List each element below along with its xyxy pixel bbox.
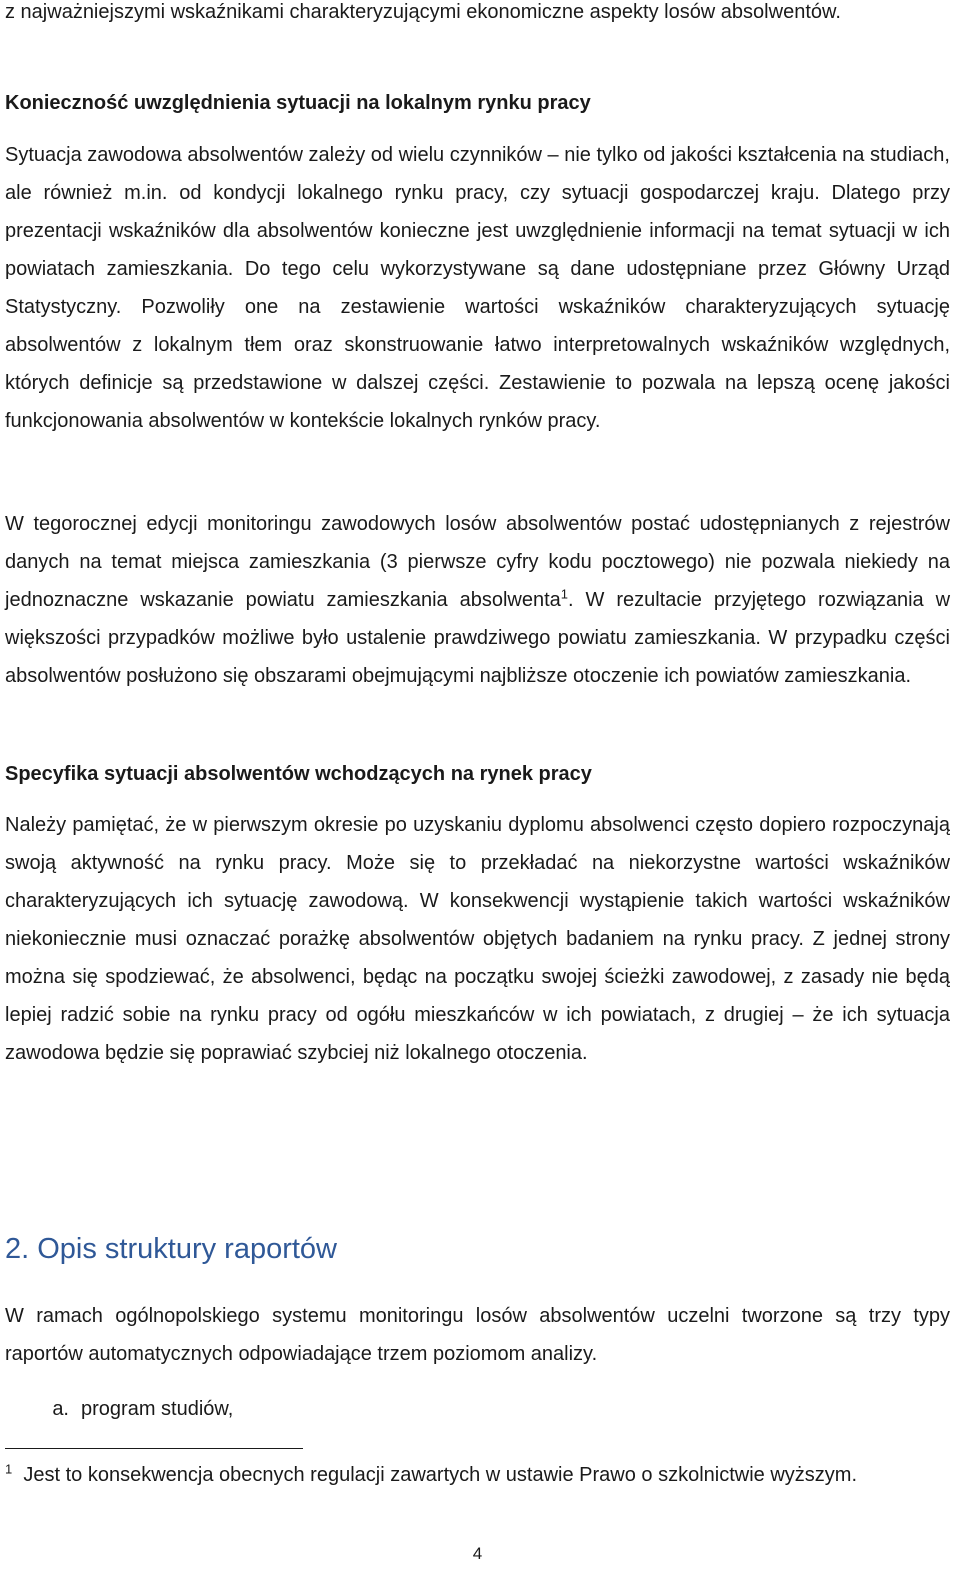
paragraph-residence-data-part1: W tegorocznej edycji monitoringu zawodowych losów absolwentów postać udostępnianych z rejestrów danych na temat miejsca zamieszkania (3 pierwsze cyfry kodu pocztowego) nie pozwala niekiedy na jednoznaczne wskazanie powiatu zamieszkania absolwenta [5, 513, 950, 611]
paragraph-residence-data-part2: . W rezultacie przyjętego rozwiązania w większości przypadków możliwe było ustalenie prawdziwego powiatu zamieszkania. W przypadku części absolwentów posłużono się obszarami obejmującymi najbliższe otoczenie ich powiatów zamieszkania. [5, 589, 951, 687]
paragraph-local-labor-market: Sytuacja zawodowa absolwentów zależy od wielu czynników – nie tylko od jakości kształcenia na studiach, ale również m.in. od kondycji lokalnego rynku pracy, czy sytuacji gospodarczej kraju. Dlatego przy prezentacji wskaźników dla absolwentów konieczne jest uwzględnienie informacji na temat sytuacji w ich powiatach zamieszkania. Do tego celu wykorzystywane są dane udostępniane przez Główny Urząd Statystyczny. Pozwoliły one na zestawienie wartości wskaźników charakteryzujących sytuację absolwentów z lokalnym tłem oraz skonstruowanie łatwo interpretowalnych wskaźników względnych, których definicje są przedstawione w dalszej części. Zestawienie to pozwala na lepszą ocenę jakości funkcjonowania absolwentów w kontekście lokalnych rynków pracy. [5, 144, 950, 432]
footnote [5, 1459, 950, 1491]
section-title: 2. Opis struktury raportów [5, 1233, 337, 1265]
footnote-reference[interactable]: 1 [560, 586, 569, 602]
heading-graduates-specifics: Specyfika sytuacji absolwentów wchodzących na rynek pracy [5, 763, 592, 785]
paragraph-graduates-specifics: Należy pamiętać, że w pierwszym okresie po uzyskaniu dyplomu absolwenci często dopiero rozpoczynają swoją aktywność na rynku pracy. Może się to przekładać na niekorzystne wartości wskaźników charakteryzujących ich sytuację zawodową. W konsekwencji wystąpienie takich wartości wskaźników niekoniecznie musi oznaczać porażkę absolwentów objętych badaniem na rynku pracy. Z jednej strony można się spodziewać, że absolwenci, będąc na początku swojej ścieżki zawodowej, z zasady nie będą lepiej radzić sobie na rynku pracy od ogółu mieszkańców w ich powiatach, z drugiej – że ich sytuacja zawodowa będzie się poprawiać szybciej niż lokalnego otoczenia. [5, 814, 950, 1064]
footnote-separator [5, 1448, 303, 1449]
paragraph-residence-data [5, 505, 950, 695]
footnote-number: 1 [5, 1461, 13, 1477]
report-levels-list [5, 1390, 950, 1428]
list-item-text: program studiów, [81, 1398, 234, 1420]
paragraph-intro-continued: z najważniejszymi wskaźnikami charakteryzującymi ekonomiczne aspekty losów absolwentów. [5, 1, 841, 23]
list-marker: a. [52, 1398, 69, 1420]
heading-local-labor-market: Konieczność uwzględnienia sytuacji na lokalnym rynku pracy [5, 92, 591, 114]
footnote-text: Jest to konsekwencja obecnych regulacji zawartych w ustawie Prawo o szkolnictwie wyższym. [23, 1464, 858, 1486]
document-page [5, 0, 950, 1584]
page-number: 4 [472, 1544, 483, 1563]
list-item [5, 1390, 950, 1428]
paragraph-report-structure: W ramach ogólnopolskiego systemu monitoringu losów absolwentów uczelni tworzone są trzy typy raportów automatycznych odpowiadające trzem poziomom analizy. [5, 1305, 950, 1365]
